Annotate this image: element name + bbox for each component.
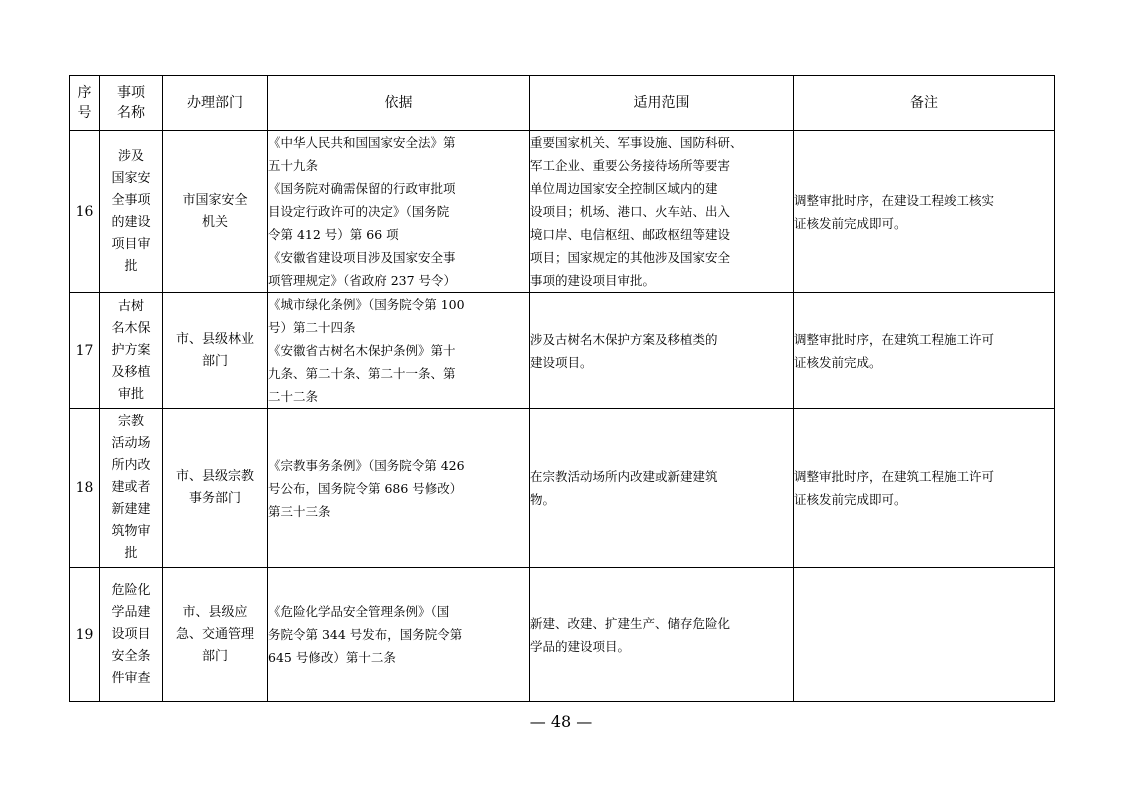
item-name-cell: 危险化 学品建 设项目 安全条 件审查: [100, 568, 163, 702]
row-number: 18: [70, 409, 100, 568]
basis-cell: 《危险化学品安全管理条例》（国 务院令第 344 号发布，国务院令第 645 号修改）第十二条: [268, 568, 530, 702]
header-basis: 依据: [268, 76, 530, 131]
table-row: [70, 409, 1055, 568]
note-cell: [794, 568, 1055, 702]
scope-cell: 新建、改建、扩建生产、储存危险化 学品的建设项目。: [530, 568, 794, 702]
table-header-row: [70, 76, 1055, 131]
page-number: — 48 —: [529, 712, 593, 731]
row-number: 16: [70, 131, 100, 293]
note-cell: 调整审批时序，在建筑工程施工许可 证核发前完成即可。: [794, 409, 1055, 568]
row-number: 17: [70, 293, 100, 409]
scope-cell: 在宗教活动场所内改建或新建建筑 物。: [530, 409, 794, 568]
header-seq: 序 号: [70, 76, 100, 131]
item-name-cell: 涉及 国家安 全事项 的建设 项目审 批: [100, 131, 163, 293]
basis-cell: 《宗教事务条例》（国务院令第 426 号公布，国务院令第 686 号修改） 第三十三条: [268, 409, 530, 568]
approval-items-table: [69, 75, 1055, 702]
scope-cell: 涉及古树名木保护方案及移植类的 建设项目。: [530, 293, 794, 409]
note-cell: 调整审批时序，在建筑工程施工许可 证核发前完成。: [794, 293, 1055, 409]
basis-cell: 《中华人民共和国国家安全法》第 五十九条 《国务院对确需保留的行政审批项 目设定行政许可的决定》（国务院 令第 412 号）第 66 项 《安徽省建设项目涉及国家安全事 项管理规定》（省政府 237 号令）: [268, 131, 530, 293]
item-name-cell: 古树 名木保 护方案 及移植 审批: [100, 293, 163, 409]
header-department: 办理部门: [163, 76, 268, 131]
header-scope: 适用范围: [530, 76, 794, 131]
table-row: [70, 131, 1055, 293]
department-cell: 市、县级应 急、交通管理 部门: [163, 568, 268, 702]
basis-cell: 《城市绿化条例》（国务院令第 100 号）第二十四条 《安徽省古树名木保护条例》第十 九条、第二十条、第二十一条、第 二十二条: [268, 293, 530, 409]
table-row: [70, 293, 1055, 409]
table-row: [70, 568, 1055, 702]
department-cell: 市、县级宗教 事务部门: [163, 409, 268, 568]
scope-cell: 重要国家机关、军事设施、国防科研、 军工企业、重要公务接待场所等要害 单位周边国家安全控制区域内的建 设项目；机场、港口、火车站、出入 境口岸、电信枢纽、邮政枢纽等建设 项目；国家规定的其他涉及国家安全 事项的建设项目审批。: [530, 131, 794, 293]
note-cell: 调整审批时序，在建设工程竣工核实 证核发前完成即可。: [794, 131, 1055, 293]
header-item-name: 事项 名称: [100, 76, 163, 131]
department-cell: 市、县级林业 部门: [163, 293, 268, 409]
item-name-cell: 宗教 活动场 所内改 建或者 新建建 筑物审 批: [100, 409, 163, 568]
department-cell: 市国家安全 机关: [163, 131, 268, 293]
row-number: 19: [70, 568, 100, 702]
header-note: 备注: [794, 76, 1055, 131]
